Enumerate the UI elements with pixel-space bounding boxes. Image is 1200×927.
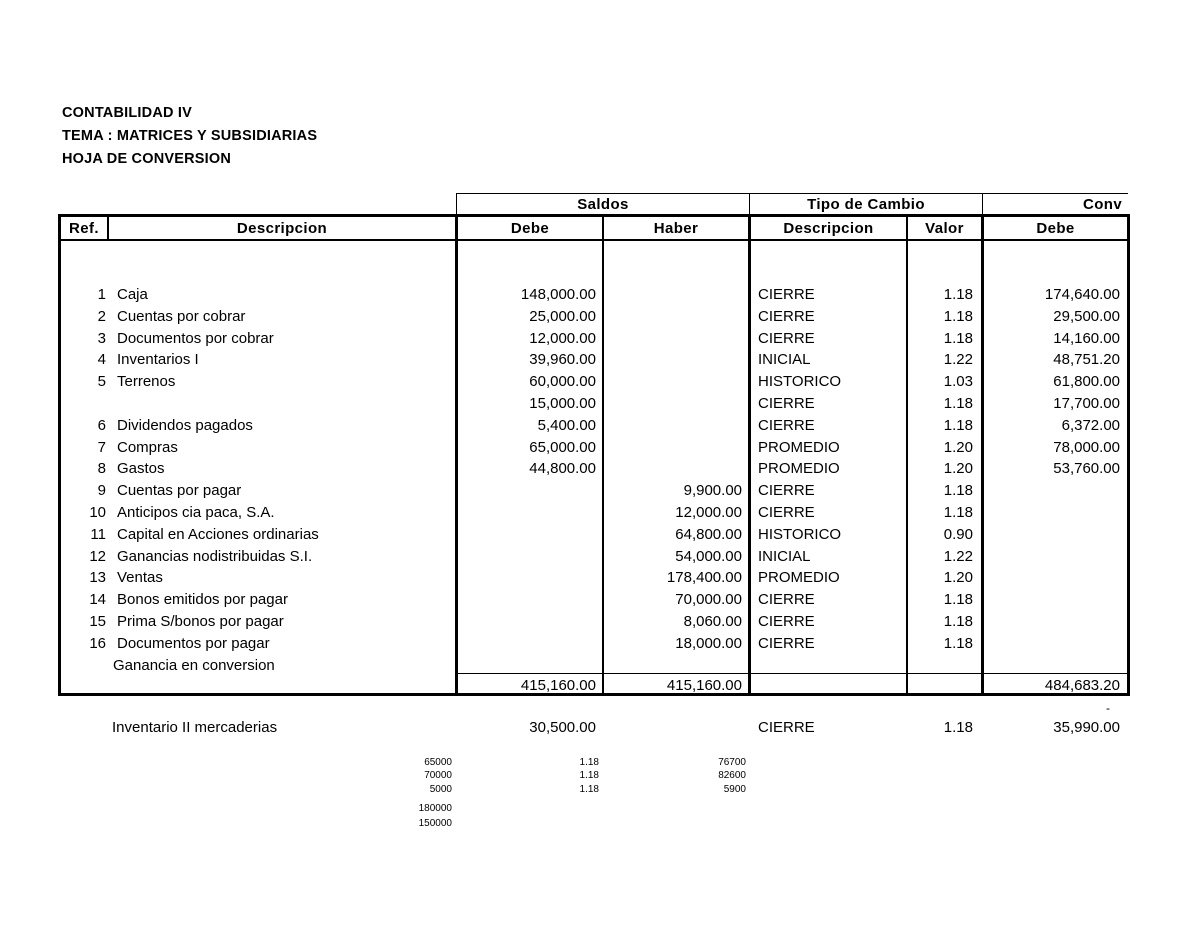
header-bottom-border [58, 239, 1128, 241]
extra-row-valor: 1.18 [943, 719, 973, 736]
row-ref: 11 [90, 526, 106, 543]
row-description: Ganancia en conversion [113, 657, 275, 674]
row-tipo: PROMEDIO [758, 460, 840, 477]
row-tipo: HISTORICO [758, 373, 842, 390]
row-description: Documentos por pagar [117, 635, 270, 652]
row-debe: 5,400.00 [537, 417, 596, 434]
row-ref: 14 [89, 591, 106, 608]
row-tipo: HISTORICO [758, 526, 842, 543]
row-haber: 64,800.00 [675, 526, 742, 543]
row-valor: 1.18 [943, 613, 973, 630]
row-description: Anticipos cia paca, S.A. [117, 504, 275, 521]
row-ref: 3 [97, 330, 106, 347]
row-valor: 1.03 [943, 373, 973, 390]
row-ref: 16 [89, 635, 106, 652]
row-conv-debe: 14,160.00 [1053, 330, 1120, 347]
row-valor: 1.18 [943, 395, 973, 412]
row-tipo: CIERRE [758, 395, 815, 412]
row-debe: 148,000.00 [520, 286, 596, 303]
row-valor: 1.18 [943, 504, 973, 521]
col-haber-header: Haber [653, 220, 699, 237]
row-valor: 1.20 [943, 439, 973, 456]
row-description: Cuentas por cobrar [117, 308, 246, 325]
row-description: Ganancias nodistribuidas S.I. [117, 548, 313, 565]
row-ref: 6 [97, 417, 106, 434]
row-ref: 15 [89, 613, 106, 630]
row-description: Documentos por cobrar [117, 330, 274, 347]
row-conv-debe: 53,760.00 [1053, 460, 1120, 477]
row-ref: 10 [89, 504, 106, 521]
row-description: Cuentas por pagar [117, 482, 242, 499]
calc-rate: 1.18 [579, 757, 599, 768]
row-description: Prima S/bonos por pagar [117, 613, 284, 630]
course-title: CONTABILIDAD IV [62, 105, 193, 121]
total-debe: 415,160.00 [520, 677, 596, 694]
calc-value-a: 70000 [424, 770, 452, 781]
col-valor-header: Valor [925, 220, 964, 237]
row-valor: 0.90 [943, 526, 973, 543]
row-conv-debe: 61,800.00 [1053, 373, 1120, 390]
calc-value-a: 180000 [418, 803, 452, 814]
row-description: Dividendos pagados [117, 417, 253, 434]
row-haber: 18,000.00 [675, 635, 742, 652]
row-valor: 1.18 [943, 308, 973, 325]
col-ref-header: Ref. [69, 220, 99, 237]
totals-top-line [456, 673, 1128, 674]
group-conv-header: Conv [1083, 196, 1123, 213]
row-tipo: CIERRE [758, 308, 815, 325]
extra-row-conv-debe: 35,990.00 [1053, 719, 1120, 736]
row-ref: 13 [89, 569, 106, 586]
group-header-top-line [456, 193, 1128, 194]
row-description: Capital en Acciones ordinarias [117, 526, 319, 543]
row-valor: 1.22 [943, 548, 973, 565]
extra-row-debe: 30,500.00 [529, 719, 596, 736]
row-haber: 8,060.00 [683, 613, 742, 630]
row-description: Caja [117, 286, 148, 303]
row-tipo: CIERRE [758, 482, 815, 499]
row-description: Ventas [117, 569, 163, 586]
row-debe: 60,000.00 [529, 373, 596, 390]
total-conv-debe: 484,683.20 [1044, 677, 1120, 694]
row-valor: 1.18 [943, 482, 973, 499]
row-haber: 9,900.00 [683, 482, 742, 499]
dash-mark: - [1106, 701, 1110, 715]
row-tipo: CIERRE [758, 591, 815, 608]
group-conv-left-line [982, 193, 983, 215]
row-conv-debe: 17,700.00 [1053, 395, 1120, 412]
calc-rate: 1.18 [579, 784, 599, 795]
extra-row-description: Inventario II mercaderias [112, 719, 278, 736]
table-right-border [1127, 214, 1130, 696]
row-ref: 7 [97, 439, 106, 456]
extra-row-tipo: CIERRE [758, 719, 815, 736]
row-ref: 5 [97, 373, 106, 390]
row-debe: 12,000.00 [529, 330, 596, 347]
row-tipo: INICIAL [758, 351, 811, 368]
row-conv-debe: 29,500.00 [1053, 308, 1120, 325]
row-description: Bonos emitidos por pagar [117, 591, 288, 608]
row-tipo: PROMEDIO [758, 439, 840, 456]
row-description: Terrenos [117, 373, 176, 390]
table-top-border [58, 214, 1128, 217]
row-ref: 8 [97, 460, 106, 477]
col-tipo-descripcion-header: Descripcion [783, 220, 874, 237]
row-valor: 1.20 [943, 569, 973, 586]
row-valor: 1.18 [943, 635, 973, 652]
group-tipo-header: Tipo de Cambio [807, 196, 925, 213]
sheet-title: HOJA DE CONVERSION [62, 151, 232, 167]
row-valor: 1.22 [943, 351, 973, 368]
row-tipo: INICIAL [758, 548, 811, 565]
row-valor: 1.18 [943, 286, 973, 303]
row-description: Gastos [117, 460, 165, 477]
row-conv-debe: 48,751.20 [1053, 351, 1120, 368]
row-haber: 12,000.00 [675, 504, 742, 521]
group-saldos-header: Saldos [577, 196, 629, 213]
row-haber: 54,000.00 [675, 548, 742, 565]
row-tipo: CIERRE [758, 417, 815, 434]
row-ref: 1 [97, 286, 106, 303]
row-debe: 15,000.00 [529, 395, 596, 412]
row-ref: 4 [97, 351, 106, 368]
row-haber: 178,400.00 [666, 569, 742, 586]
tipo-column-divider [748, 214, 751, 696]
row-ref: 2 [97, 308, 106, 325]
col-debe-header: Debe [510, 220, 550, 237]
row-debe: 39,960.00 [529, 351, 596, 368]
row-valor: 1.18 [943, 330, 973, 347]
row-valor: 1.18 [943, 591, 973, 608]
row-conv-debe: 6,372.00 [1061, 417, 1120, 434]
calc-value-a: 150000 [418, 818, 452, 829]
row-tipo: CIERRE [758, 613, 815, 630]
row-valor: 1.20 [943, 460, 973, 477]
row-valor: 1.18 [943, 417, 973, 434]
row-conv-debe: 78,000.00 [1053, 439, 1120, 456]
row-ref: 9 [97, 482, 106, 499]
row-debe: 44,800.00 [529, 460, 596, 477]
calc-value-a: 5000 [429, 784, 452, 795]
row-conv-debe: 174,640.00 [1044, 286, 1120, 303]
calc-rate: 1.18 [579, 770, 599, 781]
row-ref: 12 [89, 548, 106, 565]
row-haber: 70,000.00 [675, 591, 742, 608]
col-descripcion-header: Descripcion [236, 220, 328, 237]
calc-value-a: 65000 [424, 757, 452, 768]
row-tipo: PROMEDIO [758, 569, 840, 586]
calc-result: 76700 [718, 757, 746, 768]
row-description: Inventarios I [117, 351, 199, 368]
row-tipo: CIERRE [758, 286, 815, 303]
row-debe: 65,000.00 [529, 439, 596, 456]
row-tipo: CIERRE [758, 330, 815, 347]
row-debe: 25,000.00 [529, 308, 596, 325]
topic-title: TEMA : MATRICES Y SUBSIDIARIAS [62, 128, 318, 144]
row-tipo: CIERRE [758, 504, 815, 521]
calc-result: 82600 [718, 770, 746, 781]
row-description: Compras [117, 439, 178, 456]
row-tipo: CIERRE [758, 635, 815, 652]
total-haber: 415,160.00 [666, 677, 742, 694]
col-conv-debe-header: Debe [1036, 220, 1075, 237]
calc-result: 5900 [723, 784, 746, 795]
